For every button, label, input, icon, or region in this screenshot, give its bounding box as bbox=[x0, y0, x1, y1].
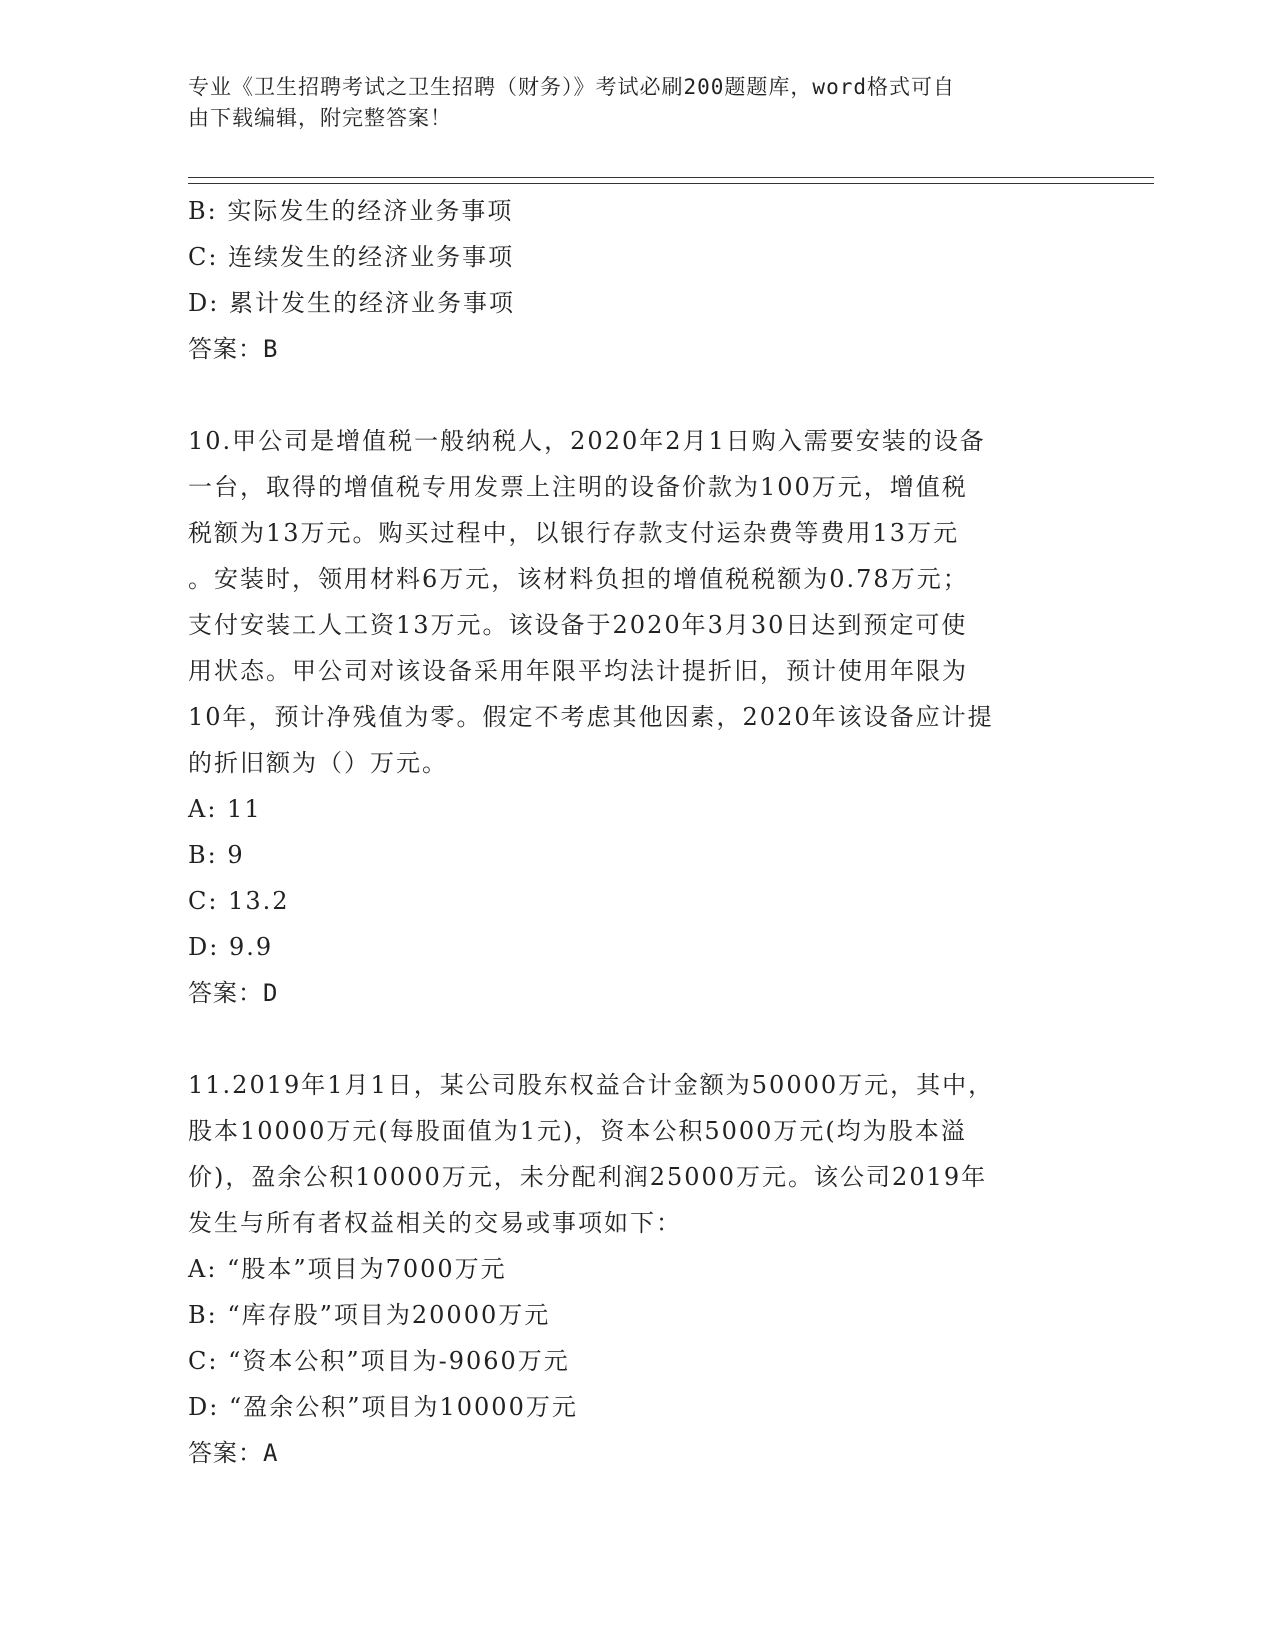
option-d: D: “盈余公积”项目为10000万元 bbox=[188, 1393, 578, 1421]
option-d: D: 累计发生的经济业务事项 bbox=[188, 289, 515, 317]
question-text-line: 支付安装工人工资13万元。该设备于2020年3月30日达到预定可使 bbox=[188, 611, 968, 639]
option-c: C: 连续发生的经济业务事项 bbox=[188, 243, 515, 271]
question-text-line: 10.甲公司是增值税一般纳税人，2020年2月1日购入需要安装的设备 bbox=[188, 427, 986, 455]
previous-question bbox=[188, 188, 1088, 372]
spacer bbox=[188, 1016, 1088, 1062]
question-text-line: 用状态。甲公司对该设备采用年限平均法计提折旧，预计使用年限为 bbox=[188, 657, 968, 685]
header-divider-bottom bbox=[188, 183, 1154, 184]
question-11 bbox=[188, 1062, 1088, 1476]
answer-label: 答案：B bbox=[188, 335, 279, 363]
answer-label: 答案：A bbox=[188, 1439, 279, 1467]
document-header bbox=[188, 72, 1068, 134]
question-text-line: 股本10000万元(每股面值为1元)，资本公积5000万元(均为股本溢 bbox=[188, 1117, 967, 1145]
document-body bbox=[188, 188, 1088, 1476]
option-c: C: “资本公积”项目为-9060万元 bbox=[188, 1347, 570, 1375]
question-text-line: 发生与所有者权益相关的交易或事项如下： bbox=[188, 1209, 682, 1237]
question-text-line: 。安装时，领用材料6万元，该材料负担的增值税税额为0.78万元； bbox=[188, 565, 969, 593]
option-b: B: “库存股”项目为20000万元 bbox=[188, 1301, 551, 1329]
question-text-line: 一台，取得的增值税专用发票上注明的设备价款为100万元，增值税 bbox=[188, 473, 968, 501]
header-divider-top bbox=[188, 177, 1154, 178]
question-text-line: 10年，预计净残值为零。假定不考虑其他因素，2020年该设备应计提 bbox=[188, 703, 994, 731]
spacer bbox=[188, 372, 1088, 418]
option-a: A: 11 bbox=[188, 795, 262, 823]
option-d: D: 9.9 bbox=[188, 933, 274, 961]
question-10 bbox=[188, 418, 1088, 1016]
question-text-line: 11.2019年1月1日，某公司股东权益合计金额为50000万元，其中， bbox=[188, 1071, 995, 1099]
option-c: C: 13.2 bbox=[188, 887, 290, 915]
option-b: B: 9 bbox=[188, 841, 245, 869]
question-text-line: 价)，盈余公积10000万元，未分配利润25000万元。该公司2019年 bbox=[188, 1163, 988, 1191]
header-line-1: 专业《卫生招聘考试之卫生招聘（财务）》考试必刷200题题库，word格式可自 bbox=[188, 75, 955, 99]
answer-label: 答案：D bbox=[188, 979, 279, 1007]
question-text-line: 的折旧额为（）万元。 bbox=[188, 749, 448, 777]
option-b: B: 实际发生的经济业务事项 bbox=[188, 197, 514, 225]
option-a: A: “股本”项目为7000万元 bbox=[188, 1255, 507, 1283]
question-text-line: 税额为13万元。购买过程中，以银行存款支付运杂费等费用13万元 bbox=[188, 519, 960, 547]
header-line-2: 由下载编辑，附完整答案！ bbox=[188, 106, 452, 130]
